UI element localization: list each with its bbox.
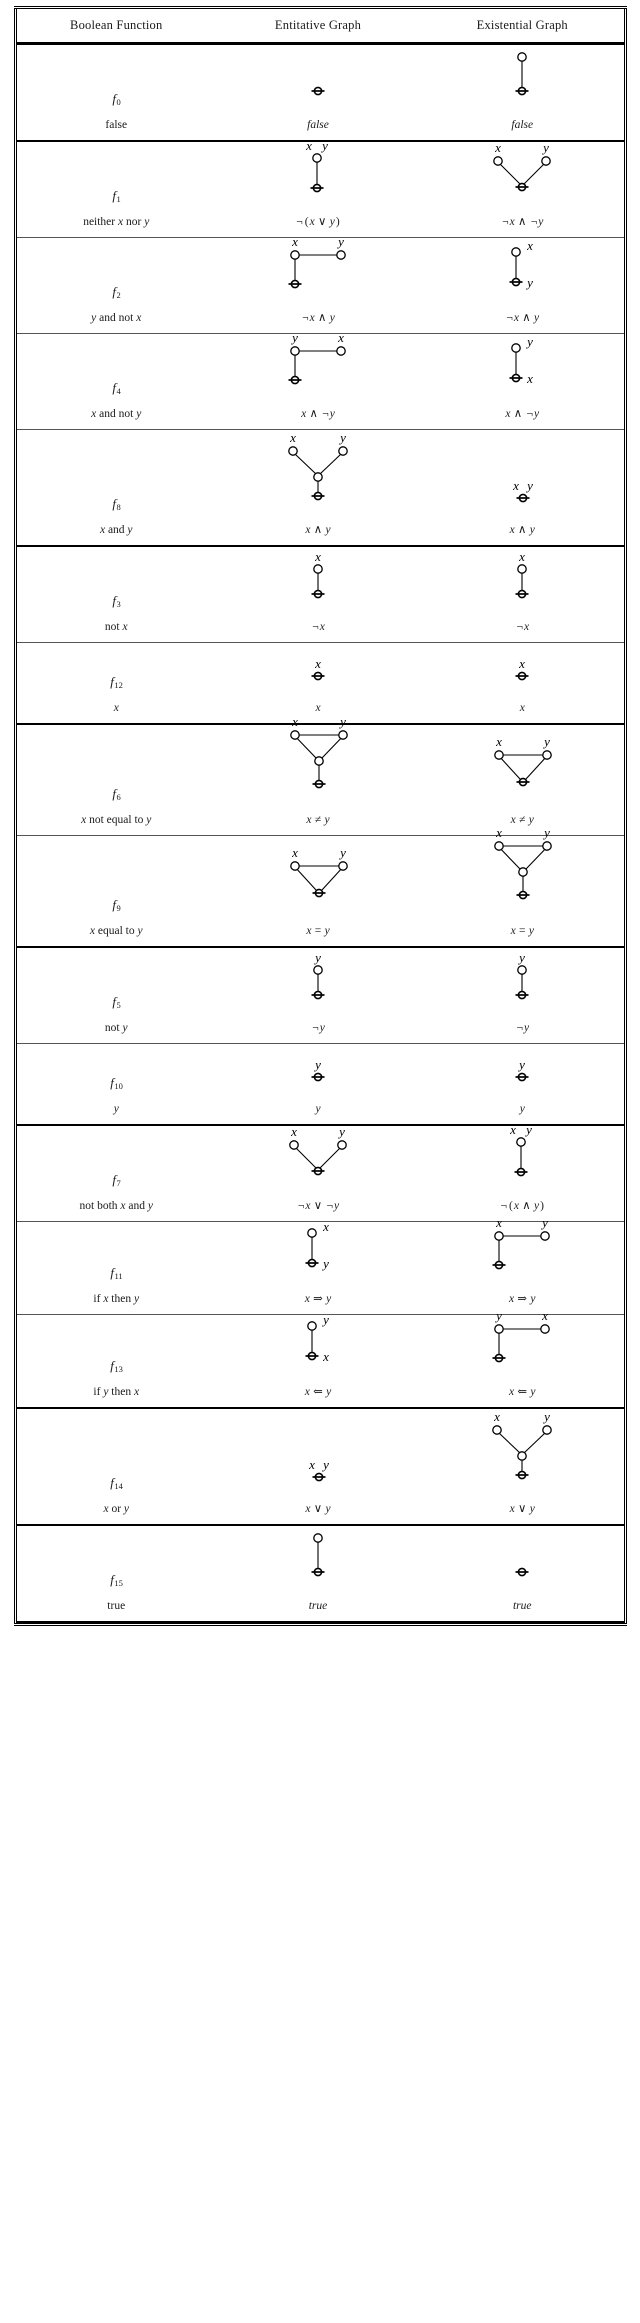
svg-text:x: x [510, 1121, 517, 1137]
function-subscript: 9 [116, 902, 121, 913]
function-description: if y then x [93, 1385, 140, 1398]
existential-graph-figure [421, 236, 625, 300]
function-description: neither x nor y [83, 215, 150, 228]
cell-boolean-function [16, 44, 216, 140]
cell-entitative-graph [216, 947, 421, 1043]
svg-text:y: y [543, 139, 550, 155]
svg-text:x: x [292, 713, 298, 729]
svg-text:x: x [306, 137, 312, 153]
cell-existential-graph [421, 1044, 626, 1125]
entitative-graph-caption: ¬x ∨ ¬y [297, 1199, 340, 1212]
svg-text:x: x [519, 548, 526, 564]
cell-boolean-function [16, 238, 216, 334]
table-row [16, 643, 626, 724]
function-label: $f_3$ [112, 592, 121, 609]
svg-text:x: x [290, 429, 296, 445]
entitative-graph-figure [216, 714, 421, 802]
svg-text:y: y [544, 733, 551, 749]
entitative-graph-figure [216, 430, 421, 512]
cell-boolean-function [16, 141, 216, 237]
existential-graph-figure [421, 547, 625, 609]
cell-existential-graph [421, 44, 626, 140]
table-row [16, 546, 626, 642]
cell-existential-graph [421, 643, 626, 724]
function-label: $f_6$ [112, 785, 121, 802]
entitative-graph-figure [216, 1526, 421, 1588]
table-body [16, 44, 626, 1622]
existential-graph-figure [421, 45, 625, 107]
cell-existential-graph [421, 430, 626, 546]
cell-boolean-function [16, 1525, 216, 1622]
function-subscript: 8 [116, 501, 121, 512]
table-row [16, 1044, 626, 1125]
entitative-graph-caption: x ≠ y [306, 813, 330, 826]
cell-boolean-function [16, 1222, 216, 1315]
existential-graph-figure [421, 430, 625, 512]
svg-text:y: y [323, 1456, 329, 1472]
existential-graph-figure [421, 1215, 625, 1281]
svg-text:y: y [338, 233, 344, 249]
existential-graph-caption: true [512, 1599, 532, 1612]
cell-existential-graph [421, 141, 626, 237]
entitative-graph-figure [216, 45, 421, 107]
cell-entitative-graph [216, 1311, 421, 1408]
entitative-graph-figure [216, 1310, 421, 1374]
function-description: x or y [103, 1502, 130, 1515]
existential-graph-figure [421, 332, 625, 396]
existential-graph-caption: ¬x ∧ y [506, 311, 540, 324]
svg-text:x: x [292, 233, 298, 249]
cell-existential-graph [421, 1525, 626, 1622]
table-row [16, 724, 626, 835]
function-description: y and not x [91, 311, 142, 324]
function-description: not both x and y [79, 1199, 153, 1212]
cell-entitative-graph [216, 329, 421, 430]
existential-graph-caption: x ⇐ y [509, 1385, 536, 1398]
cell-entitative-graph [216, 1218, 421, 1315]
existential-graph-caption: x ⇒ y [509, 1292, 536, 1305]
cell-boolean-function [16, 836, 216, 947]
svg-text:y: y [340, 713, 346, 729]
svg-text:y: y [292, 329, 298, 345]
function-description: if x then y [93, 1292, 140, 1305]
entitative-graph-figure [216, 547, 421, 609]
table-row [16, 947, 626, 1043]
svg-text:y: y [323, 1311, 329, 1327]
bottom-rule [16, 1622, 626, 1625]
entitative-graph-caption: ¬x ∧ y [302, 311, 335, 324]
svg-text:x: x [291, 1123, 297, 1139]
function-label: $f_{11}$ [110, 1264, 123, 1281]
entitative-graph-caption: ¬x [312, 620, 325, 633]
existential-graph-caption: y [519, 1102, 525, 1115]
function-description: y [113, 1102, 119, 1115]
existential-graph-caption: x ≠ y [510, 813, 534, 826]
svg-text:y: y [322, 137, 328, 153]
function-subscript: 2 [116, 289, 121, 300]
existential-graph-figure [421, 1526, 625, 1588]
function-subscript: 15 [114, 1577, 123, 1588]
entitative-graph-figure [216, 1044, 421, 1091]
svg-text:x: x [323, 1218, 329, 1234]
function-subscript: 6 [116, 791, 121, 802]
table-row [16, 1408, 626, 1524]
function-description: false [105, 118, 128, 131]
header-row [16, 8, 626, 43]
cell-entitative-graph [216, 1044, 421, 1125]
svg-text:x: x [315, 655, 321, 671]
function-label: $f_7$ [112, 1171, 121, 1188]
entitative-graph-figure [216, 330, 421, 396]
existential-graph-figure [421, 1409, 625, 1491]
svg-text:y: y [339, 1123, 345, 1139]
function-label: $f_8$ [112, 495, 121, 512]
function-description: x [113, 701, 119, 714]
entitative-graph-caption: x = y [306, 924, 330, 937]
entitative-graph-caption: x ∧ y [305, 523, 331, 536]
svg-text:x: x [513, 477, 520, 493]
cell-existential-graph [421, 334, 626, 430]
entitative-graph-figure [216, 138, 421, 204]
table-header [16, 8, 626, 45]
cell-boolean-function [16, 1408, 216, 1524]
function-label: $f_{10}$ [110, 1074, 123, 1091]
existential-graph-figure [421, 1308, 625, 1374]
existential-graph-caption: false [511, 118, 534, 131]
table-row [16, 1125, 626, 1221]
svg-text:x: x [292, 844, 298, 860]
entitative-graph-caption: x ⇒ y [304, 1292, 332, 1305]
function-subscript: 11 [114, 1270, 123, 1281]
svg-text:x: x [338, 329, 344, 345]
svg-text:y: y [544, 824, 551, 840]
existential-graph-caption: ¬y [516, 1021, 530, 1034]
svg-text:x: x [495, 139, 502, 155]
svg-text:y: y [519, 949, 526, 965]
cell-boolean-function [16, 724, 216, 835]
svg-text:y: y [544, 1408, 551, 1424]
cell-entitative-graph [216, 44, 421, 140]
boolean-function-table [14, 6, 627, 1626]
svg-text:x: x [315, 548, 321, 564]
existential-graph-figure [421, 1044, 625, 1091]
entitative-graph-caption: x ∨ y [305, 1502, 331, 1515]
svg-text:y: y [323, 1255, 329, 1271]
function-description: x equal to y [89, 924, 143, 937]
svg-text:y: y [315, 1056, 321, 1072]
svg-text:x: x [323, 1348, 329, 1364]
function-label: $f_5$ [112, 993, 121, 1010]
function-subscript: 13 [114, 1363, 123, 1374]
entitative-graph-caption: x ∧ ¬y [301, 407, 335, 420]
table-row [16, 1222, 626, 1315]
cell-existential-graph [421, 724, 626, 835]
table-row [16, 44, 626, 140]
svg-text:x: x [527, 237, 534, 253]
existential-graph-caption: ¬ (x ∧ y) [500, 1199, 544, 1212]
existential-graph-figure [421, 725, 625, 802]
entitative-graph-figure [216, 948, 421, 1010]
cell-boolean-function [16, 643, 216, 724]
existential-graph-caption: x = y [510, 924, 534, 937]
svg-text:x: x [519, 655, 526, 671]
cell-entitative-graph [216, 1408, 421, 1524]
table-row [16, 238, 626, 334]
table-row [16, 334, 626, 430]
cell-boolean-function [16, 334, 216, 430]
svg-text:y: y [496, 1307, 503, 1323]
existential-graph-figure [421, 825, 625, 913]
cell-existential-graph [421, 824, 626, 947]
svg-text:y: y [340, 429, 346, 445]
function-label: $f_1$ [112, 187, 121, 204]
svg-text:y: y [527, 333, 534, 349]
svg-text:x: x [496, 733, 503, 749]
table-row [16, 1525, 626, 1622]
function-description: x not equal to y [81, 813, 152, 826]
function-subscript: 1 [116, 193, 121, 204]
existential-graph-figure [421, 948, 625, 1010]
cell-existential-graph [421, 1408, 626, 1524]
entitative-graph-figure [216, 836, 421, 913]
svg-text:x: x [494, 1408, 501, 1424]
header-existential-graph: Existential Graph [476, 18, 568, 32]
table-row [16, 141, 626, 237]
function-subscript: 4 [116, 385, 121, 396]
header-entitative-graph: Entitative Graph [274, 18, 362, 32]
cell-boolean-function [16, 1125, 216, 1221]
cell-existential-graph [421, 1307, 626, 1408]
existential-graph-caption: ¬x ∧ ¬y [502, 215, 544, 228]
function-description: not y [104, 1021, 128, 1034]
cell-entitative-graph [216, 546, 421, 642]
logic-graph-table-page [0, 6, 640, 1626]
existential-graph-caption: ¬x [516, 620, 530, 633]
entitative-graph-caption: true [308, 1599, 328, 1612]
entitative-graph-figure [216, 234, 421, 300]
entitative-graph-figure [216, 1124, 421, 1188]
function-subscript: 3 [116, 598, 121, 609]
existential-graph-caption: x ∨ y [509, 1502, 535, 1515]
function-subscript: 10 [114, 1080, 123, 1091]
function-label: $f_2$ [112, 283, 121, 300]
cell-existential-graph [421, 1121, 626, 1221]
function-label: $f_{13}$ [110, 1357, 123, 1374]
existential-graph-figure [421, 1122, 625, 1188]
function-subscript: 12 [114, 679, 123, 690]
cell-entitative-graph [216, 713, 421, 835]
entitative-graph-caption: y [315, 1102, 321, 1115]
table-row [16, 430, 626, 546]
bottom-rule-line [16, 1622, 626, 1625]
function-subscript: 14 [114, 1480, 123, 1491]
function-label: $f_{15}$ [110, 1571, 123, 1588]
cell-entitative-graph [216, 836, 421, 947]
function-subscript: 5 [116, 999, 121, 1010]
table-footer [16, 1622, 626, 1625]
cell-existential-graph [421, 947, 626, 1043]
entitative-graph-figure [216, 1217, 421, 1281]
svg-text:y: y [526, 1121, 533, 1137]
header-boolean-function: Boolean Function [70, 18, 163, 32]
function-label: $f_0$ [112, 90, 121, 107]
cell-entitative-graph [216, 1525, 421, 1622]
table-row [16, 836, 626, 947]
function-label: $f_9$ [112, 896, 121, 913]
function-label: $f_4$ [112, 379, 121, 396]
function-subscript: 7 [116, 1177, 121, 1188]
existential-graph-figure [421, 140, 625, 204]
entitative-graph-caption: ¬ (x ∨ y) [296, 215, 340, 228]
function-description: true [107, 1599, 126, 1612]
cell-existential-graph [421, 546, 626, 642]
cell-boolean-function [16, 546, 216, 642]
svg-text:x: x [542, 1307, 549, 1323]
cell-boolean-function [16, 947, 216, 1043]
entitative-graph-caption: ¬y [312, 1021, 325, 1034]
function-description: not x [104, 620, 128, 633]
existential-graph-caption: x [519, 701, 525, 714]
function-label: $f_{12}$ [110, 673, 123, 690]
entitative-graph-figure [216, 1409, 421, 1491]
svg-text:x: x [496, 824, 503, 840]
cell-entitative-graph [216, 643, 421, 724]
cell-boolean-function [16, 430, 216, 546]
function-description: x and not y [91, 407, 142, 420]
svg-text:x: x [527, 370, 534, 386]
svg-text:y: y [519, 1056, 526, 1072]
cell-entitative-graph [216, 1125, 421, 1221]
entitative-graph-caption: x [315, 701, 321, 714]
existential-graph-caption: x ∧ ¬y [505, 407, 540, 420]
svg-text:y: y [340, 844, 346, 860]
existential-graph-figure [421, 643, 625, 690]
svg-text:y: y [527, 477, 534, 493]
cell-entitative-graph [216, 430, 421, 546]
svg-text:y: y [315, 949, 321, 965]
svg-text:y: y [542, 1214, 549, 1230]
svg-text:x: x [309, 1456, 315, 1472]
cell-entitative-graph [216, 233, 421, 334]
cell-existential-graph [421, 238, 626, 334]
svg-text:x: x [496, 1214, 503, 1230]
entitative-graph-caption: x ⇐ y [304, 1385, 332, 1398]
entitative-graph-caption: false [307, 118, 329, 131]
table-row [16, 1315, 626, 1408]
cell-boolean-function [16, 1044, 216, 1125]
svg-text:y: y [527, 274, 534, 290]
function-subscript: 0 [116, 96, 121, 107]
function-label: $f_{14}$ [110, 1474, 123, 1491]
cell-existential-graph [421, 1214, 626, 1315]
cell-boolean-function [16, 1315, 216, 1408]
function-description: x and y [99, 523, 133, 536]
existential-graph-caption: x ∧ y [509, 523, 535, 536]
cell-entitative-graph [216, 137, 421, 237]
entitative-graph-figure [216, 643, 421, 690]
